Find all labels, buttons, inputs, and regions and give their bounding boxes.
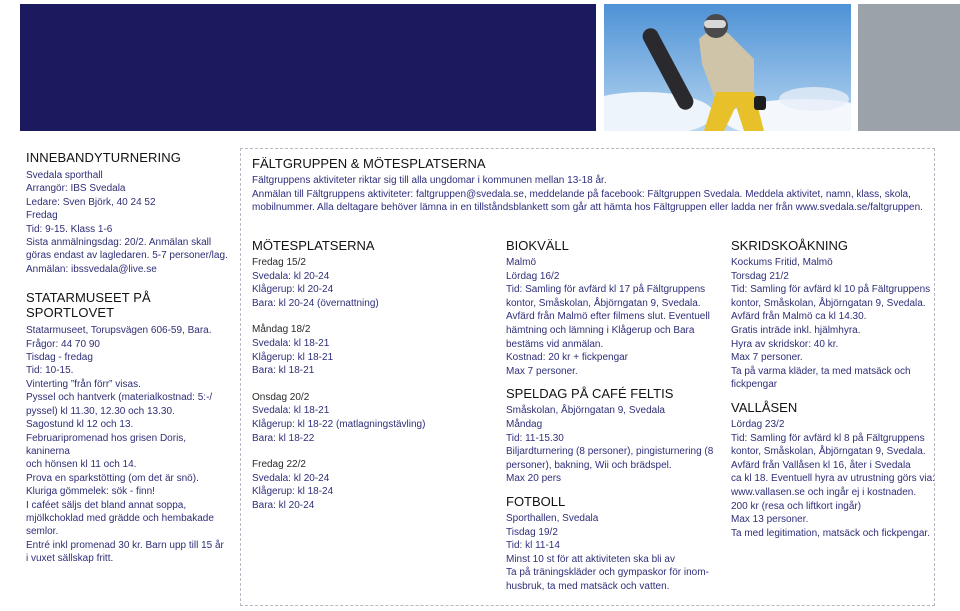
day-heading: Måndag 18/2 <box>252 324 311 336</box>
vallasen-line: Max 13 personer. <box>731 514 809 526</box>
faltgruppen-intro <box>252 174 922 215</box>
innebandy-line: Fredag <box>26 210 58 222</box>
faltgruppen-heading: FÄLTGRUPPEN & MÖTESPLATSERNA <box>252 156 486 171</box>
biokvall-line: Max 7 personer. <box>506 365 578 377</box>
skridsko-line: Ta på varma kläder, ta med matsäck och <box>731 365 911 377</box>
innebandy-line: göras endast av lagledaren. 5-7 personer/lag. <box>26 250 228 262</box>
speldag-heading: SPELDAG PÅ CAFÉ FELTIS <box>506 386 674 402</box>
day-heading: Fredag 15/2 <box>252 257 306 268</box>
statarmuseet-line: Kluriga gömmelek: sök - finn! <box>26 486 155 498</box>
innebandy-line: Svedala sporthall <box>26 170 103 181</box>
speldag-line: Småskolan, Åbjörngatan 9, Svedala <box>506 405 665 417</box>
fotboll-line: husbruk, ta med matsäck och vatten. <box>506 580 670 592</box>
schedule-line: Klågerup: kl 18-21 <box>252 351 334 363</box>
skridsko-line: Torsdag 21/2 <box>731 270 789 282</box>
header-banner-navy <box>20 4 596 131</box>
biokvall-line: Tid: Samling för avfärd kl 17 på Fältgruppens <box>506 284 706 296</box>
vallasen-line: Avfärd från Vallåsen kl 16, åter i Svedala <box>731 459 911 471</box>
vallasen-heading: VALLÅSEN <box>731 399 798 415</box>
statarmuseet-line: I caféet säljs det bland annat soppa, <box>26 499 187 511</box>
statarmuseet-line: pyssel) kl 11.30, 12.30 och 13.30. <box>26 405 175 417</box>
biokvall-line: Kostnad: 20 kr + fickpengar <box>506 352 629 364</box>
vallasen-line: Lördag 23/2 <box>731 418 785 430</box>
statarmuseet-line: Tisdag - fredag <box>26 352 93 364</box>
vallasen-line: Tid: Samling för avfärd kl 8 på Fältgruppens <box>731 432 925 444</box>
fotboll-line: Sporthallen, Svedala <box>506 512 599 524</box>
schedule-line: Bara: kl 18-22 <box>252 432 315 444</box>
vallasen-line: Ta med legitimation, matsäck och fickpengar. <box>731 527 930 539</box>
statarmuseet-line: Februaripromenad hos grisen Doris, kaninerna <box>26 432 187 457</box>
speldag-line: Måndag <box>506 418 543 430</box>
fotboll-line: Tisdag 19/2 <box>506 526 558 538</box>
schedule-line: Bara: kl 20-24 (övernattning) <box>252 297 379 309</box>
biokvall-line: bestäms vid anmälan. <box>506 338 604 350</box>
innebandy-line: Tid: 9-15. Klass 1-6 <box>26 223 113 235</box>
schedule-line: Svedala: kl 20-24 <box>252 472 330 484</box>
statarmuseet-details <box>26 324 231 565</box>
statarmuseet-line: Statarmuseet, Torupsvägen 606-59, Bara. <box>26 325 212 337</box>
innebandy-line: Sista anmälningsdag: 20/2. Anmälan skall <box>26 237 212 249</box>
statarmuseet-line: Prova en sparkstötting (om det är snö). <box>26 472 199 484</box>
statarmuseet-line: Sagostund kl 12 och 13. <box>26 419 134 431</box>
schedule-line: Bara: kl 20-24 <box>252 499 315 511</box>
activities-column <box>506 238 713 593</box>
fotboll-line: Ta på träningskläder och gympaskor för inom- <box>506 567 709 579</box>
innebandy-heading: INNEBANDYTURNERING <box>26 150 181 165</box>
speldag-line: Max 20 pers <box>506 473 562 485</box>
schedule-line: Svedala: kl 20-24 <box>252 270 330 282</box>
speldag-line: Tid: 11-15.30 <box>506 432 564 444</box>
speldag-line: personer), bakning, Wii och brädspel. <box>506 459 672 471</box>
fotboll-line: Tid: kl 11-14 <box>506 540 560 552</box>
biokvall-line: Avfärd från Malmö efter filmens slut. Eventuell <box>506 311 710 323</box>
statarmuseet-line: mjölkchoklad med grädde och hembakade <box>26 512 214 524</box>
skridsko-line: fickpengar <box>731 379 778 391</box>
biokvall-line: kontor, Småskolan, Åbjörngatan 9, Svedala. <box>506 297 701 309</box>
schedule-line: Svedala: kl 18-21 <box>252 337 330 349</box>
statarmuseet-line: Tid: 10-15. <box>26 365 74 377</box>
snowboarder-photo <box>604 4 851 131</box>
motesplatserna-column <box>252 238 425 513</box>
intro-line: mobilnummer. Alla deltagare behöver lämna in en tillståndsblankett som går att hämta hos Fältgruppen eller ladda ner från www.svedala.se/faltgruppen. <box>252 202 923 213</box>
statarmuseet-heading: STATARMUSEET PÅ SPORTLOVET <box>26 290 151 321</box>
speldag-line: Biljardturnering (8 personer), pingisturnering (8 <box>506 446 714 458</box>
left-column <box>26 150 231 566</box>
statarmuseet-line: Frågor: 44 70 90 <box>26 338 100 350</box>
motesplatserna-heading: MÖTESPLATSERNA <box>252 238 375 253</box>
statarmuseet-line: Entré inkl promenad 30 kr. Barn upp till 15 år <box>26 539 224 551</box>
vallasen-line: kontor, Småskolan, Åbjörngatan 9, Svedala. <box>731 446 926 458</box>
biokvall-line: Lördag 16/2 <box>506 270 560 282</box>
innebandy-details <box>26 169 231 276</box>
schedule-line: Klågerup: kl 20-24 <box>252 284 334 296</box>
statarmuseet-line: Pyssel och hantverk (materialkostnad: 5:-/ <box>26 392 213 404</box>
innebandy-email[interactable]: Anmälan: ibssvedala@live.se <box>26 263 157 275</box>
skridsko-line: kontor, Småskolan, Åbjörngatan 9, Svedala. <box>731 297 926 309</box>
day-heading: Fredag 22/2 <box>252 459 306 471</box>
statarmuseet-line: Vinterting ”från förr” visas. <box>26 378 141 390</box>
skridsko-line: Hyra av skridskor: 40 kr. <box>731 338 839 350</box>
vallasen-line: ca kl 18. Eventuell hyra av utrustning görs via: <box>731 473 935 485</box>
day-heading: Onsdag 20/2 <box>252 391 310 403</box>
schedule-line: Klågerup: kl 18-24 <box>252 486 334 498</box>
biokvall-line: Malmö <box>506 257 537 268</box>
skridsko-line: Avfärd från Malmö ca kl 14.30. <box>731 311 867 323</box>
intro-line: Fältgruppens aktiviteter riktar sig till alla ungdomar i kommunen mellan 13-18 år. <box>252 175 607 186</box>
biokvall-line: hämtning och lämning i Klågerup och Bara <box>506 324 695 336</box>
statarmuseet-line: och hönsen kl 11 och 14. <box>26 459 137 471</box>
header-banner-grey <box>858 4 960 131</box>
intro-line: Anmälan till Fältgruppens aktiviteter: faltgruppen@svedala.se, meddelande på facebook: Fältgruppen Svedala. Meddela aktivitet, namn, klass, skola, <box>252 188 911 200</box>
statarmuseet-line: i vuxet sällskap fritt. <box>26 553 114 565</box>
winter-activities-column <box>731 238 935 540</box>
skridsko-line: Kockums Fritid, Malmö <box>731 257 833 268</box>
skridsko-line: Gratis inträde inkl. hjälmhyra. <box>731 324 861 336</box>
skridsko-line: Tid: Samling för avfärd kl 10 på Fältgruppens <box>731 284 931 296</box>
innebandy-line: Arrangör: IBS Svedala <box>26 183 126 195</box>
skridsko-heading: SKRIDSKOÅKNING <box>731 238 849 253</box>
biokvall-heading: BIOKVÄLL <box>506 238 569 253</box>
schedule-line: Svedala: kl 18-21 <box>252 405 330 417</box>
fotboll-line: Minst 10 st för att aktiviteten ska bli av <box>506 553 675 565</box>
skridsko-line: Max 7 personer. <box>731 352 803 364</box>
fotboll-heading: FOTBOLL <box>506 493 566 509</box>
innebandy-line: Ledare: Sven Björk, 40 24 52 <box>26 196 156 208</box>
vallasen-link[interactable]: www.vallasen.se och ingår ej i kostnaden. <box>731 486 917 498</box>
schedule-line: Klågerup: kl 18-22 (matlagningstävling) <box>252 418 426 430</box>
statarmuseet-line: semlor. <box>26 526 59 538</box>
vallasen-line: 200 kr (resa och liftkort ingår) <box>731 500 862 512</box>
schedule-line: Bara: kl 18-21 <box>252 365 315 377</box>
